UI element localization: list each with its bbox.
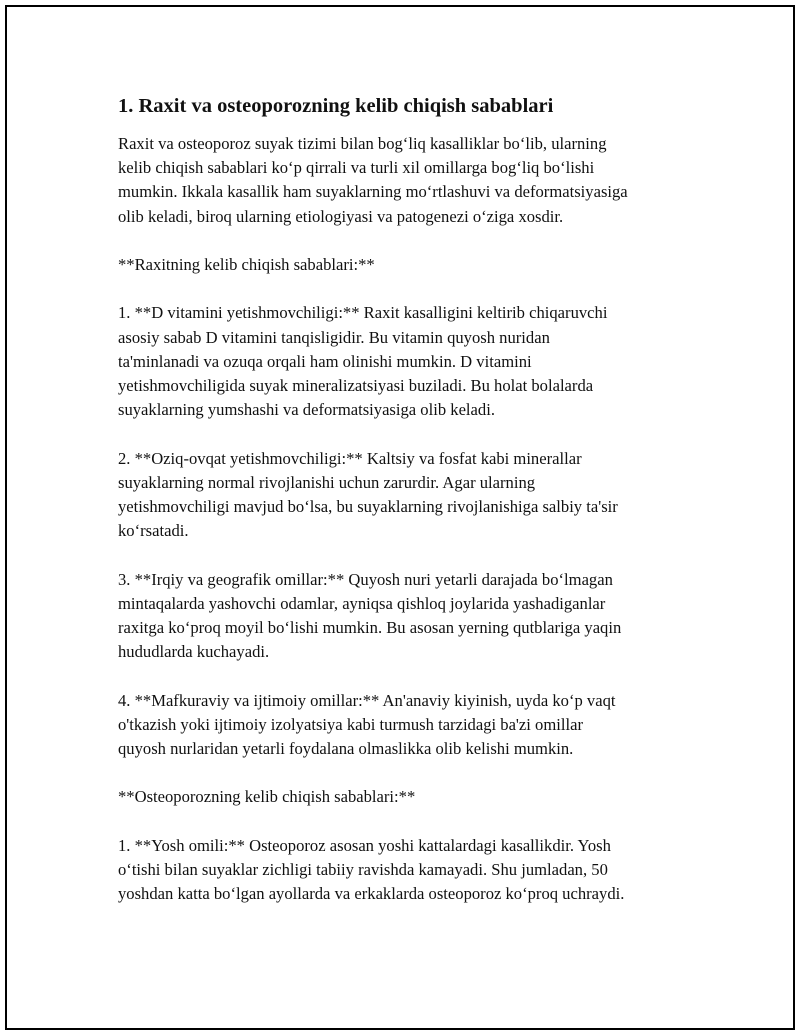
text-line: ta'minlanadi va ozuqa orqali ham olinishi mumkin. D vitamini xyxy=(118,351,532,371)
paragraph xyxy=(118,689,693,762)
text-line: 4. **Mafkuraviy va ijtimoiy omillar:** An'anaviy kiyinish, uyda ko‘p vaqt xyxy=(118,690,616,710)
text-line: kelib chiqish sabablari ko‘p qirrali va turli xil omillarga bog‘liq bo‘lishi xyxy=(118,158,595,178)
text-line: yetishmovchiligi mavjud bo‘lsa, bu suyaklarning rivojlanishiga salbiy ta'sir xyxy=(118,497,618,516)
section-heading: 1. Raxit va osteoporozning kelib chiqish sabablari xyxy=(118,95,554,117)
paragraph xyxy=(118,568,693,665)
paragraph xyxy=(118,834,693,907)
text-line: olib keladi, biroq ularning etiologiyasi va patogenezi o‘ziga xosdir. xyxy=(118,206,564,226)
text-line: suyaklarning yumshashi va deformatsiyasiga olib keladi. xyxy=(118,400,495,420)
text-line: 1. **Yosh omili:** Osteoporoz asosan yoshi kattalardagi kasallikdir. Yosh xyxy=(118,835,611,855)
text-line: 2. **Oziq-ovqat yetishmovchiligi:** Kaltsiy va fosfat kabi minerallar xyxy=(118,448,582,468)
text-line: suyaklarning normal rivojlanishi uchun zarurdir. Agar ularning xyxy=(118,472,536,492)
paragraph xyxy=(118,301,693,422)
text-line: **Osteoporozning kelib chiqish sabablari:** xyxy=(118,787,416,807)
text-line: 1. **D vitamini yetishmovchiligi:** Raxit kasalligini keltirib chiqaruvchi xyxy=(118,303,608,323)
text-line: 3. **Irqiy va geografik omillar:** Quyosh nuri yetarli darajada bo‘lmagan xyxy=(118,569,613,589)
paragraph xyxy=(118,132,693,229)
paragraph xyxy=(118,253,693,277)
document-body xyxy=(118,92,693,931)
text-line: yetishmovchiligida suyak mineralizatsiyasi buziladi. Bu holat bolalarda xyxy=(118,376,594,395)
paragraph xyxy=(118,785,693,809)
text-line: o‘tishi bilan suyaklar zichligi tabiiy ravishda kamayadi. Shu jumladan, 50 xyxy=(118,859,608,879)
paragraph-list xyxy=(118,132,693,906)
text-line: Raxit va osteoporoz suyak tizimi bilan bog‘liq kasalliklar bo‘lib, ularning xyxy=(118,134,607,153)
text-line: o'tkazish yoki ijtimoiy izolyatsiya kabi turmush tarzidagi ba'zi omillar xyxy=(118,714,583,734)
text-line: **Raxitning kelib chiqish sabablari:** xyxy=(118,255,375,274)
paragraph xyxy=(118,447,693,544)
text-line: raxitga ko‘proq moyil bo‘lishi mumkin. Bu asosan yerning qutblariga yaqin xyxy=(118,618,622,637)
text-line: yoshdan katta bo‘lgan ayollarda va erkaklarda osteoporoz ko‘proq uchraydi. xyxy=(118,884,625,904)
text-line: quyosh nurlaridan yetarli foydalana olmaslikka olib kelishi mumkin. xyxy=(118,739,574,758)
text-line: asosiy sabab D vitamini tanqisligidir. Bu vitamin quyosh nuridan xyxy=(118,327,550,347)
text-line: ko‘rsatadi. xyxy=(118,521,189,541)
text-line: mumkin. Ikkala kasallik ham suyaklarning mo‘rtlashuvi va deformatsiyasiga xyxy=(118,182,628,202)
text-line: hududlarda kuchayadi. xyxy=(118,642,270,662)
text-line: mintaqalarda yashovchi odamlar, ayniqsa qishloq joylarida yashadiganlar xyxy=(118,593,606,613)
